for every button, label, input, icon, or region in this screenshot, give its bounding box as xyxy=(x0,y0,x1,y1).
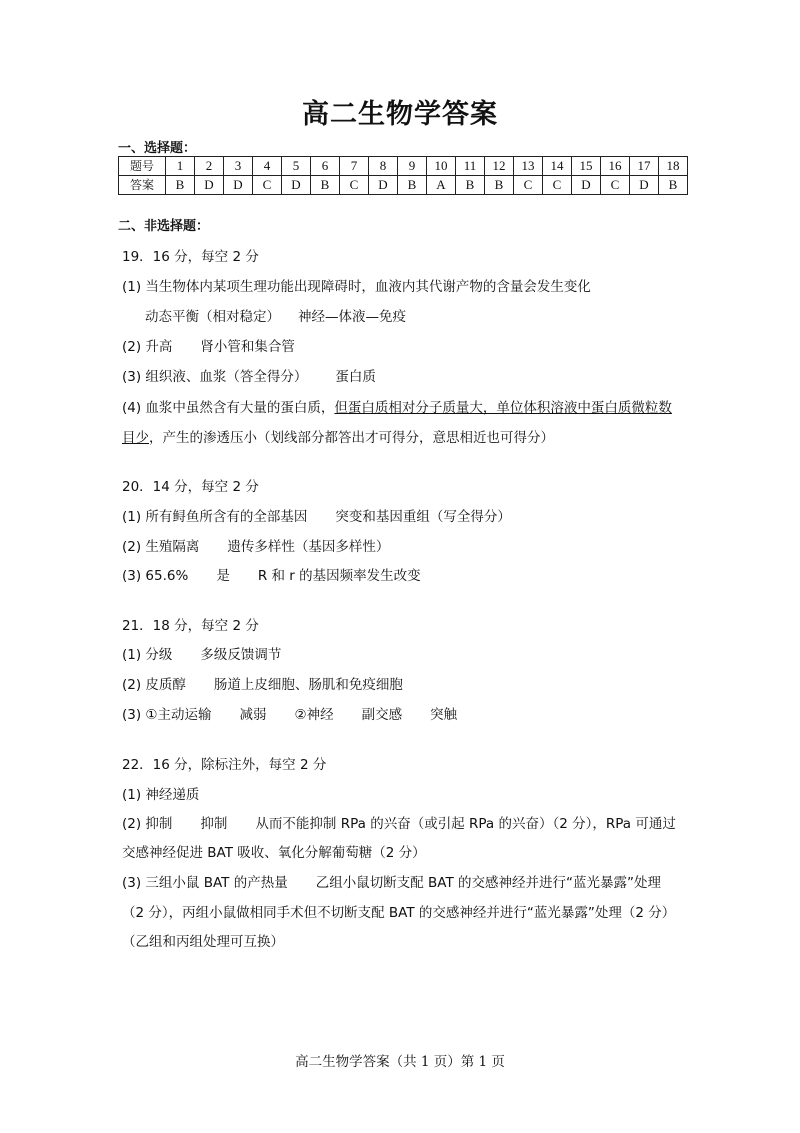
row-header-question: 题号 xyxy=(119,157,166,176)
q21-answer-3d: 副交感 xyxy=(361,707,403,723)
q19-answer-6a-underlined: 目少 xyxy=(122,430,149,446)
q21-answer-2b: 肠道上皮细胞、肠肌和免疫细胞 xyxy=(213,677,403,693)
q19-line-1: (1) 当生物体内某项生理功能出现障碍时，血液内其代谢产物的含量会发生变化 xyxy=(122,279,591,295)
question-number-cell: 18 xyxy=(659,157,688,176)
q21-line-3 xyxy=(122,703,457,723)
answer-cell: D xyxy=(195,176,224,195)
q19-answer-2a: 动态平衡（相对稳定） xyxy=(145,309,280,325)
q19-answer-2b: 神经—体液—免疫 xyxy=(298,309,406,325)
question-number-cell: 13 xyxy=(514,157,543,176)
q21-header: 21．18 分，每空 2 分 xyxy=(122,618,259,634)
q19-answer-6b: ，产生的渗透压小（划线部分都答出才可得分，意思相近也可得分） xyxy=(149,430,554,446)
q20-line-1 xyxy=(122,505,511,525)
question-number-cell: 5 xyxy=(282,157,311,176)
q21-answer-3b: 减弱 xyxy=(239,707,267,723)
q21-answer-3c: ②神经 xyxy=(294,707,334,723)
question-number-cell: 12 xyxy=(485,157,514,176)
answer-cell: C xyxy=(601,176,630,195)
q20-header: 20．14 分，每空 2 分 xyxy=(122,479,259,495)
question-number-cell: 9 xyxy=(398,157,427,176)
question-number-cell: 10 xyxy=(427,157,456,176)
q19-line-3 xyxy=(122,335,295,355)
q22-answer-2c: 从而不能抑制 RPa 的兴奋（或引起 RPa 的兴奋）（2 分），RPa 可通过 xyxy=(255,816,676,832)
answer-cell: D xyxy=(630,176,659,195)
answer-cell: C xyxy=(340,176,369,195)
question-number-cell: 6 xyxy=(311,157,340,176)
question-number-cell: 14 xyxy=(543,157,572,176)
question-number-cell: 17 xyxy=(630,157,659,176)
question-number-row xyxy=(119,157,688,176)
q22-answer-2a: (2) 抑制 xyxy=(122,816,173,832)
q21-line-1 xyxy=(122,643,281,663)
answer-cell: C xyxy=(514,176,543,195)
q20-answer-3c: R 和 r 的基因频率发生改变 xyxy=(257,568,421,584)
question-number-cell: 2 xyxy=(195,157,224,176)
q22-line-1: (1) 神经递质 xyxy=(122,787,200,803)
answer-cell: B xyxy=(485,176,514,195)
answer-row xyxy=(119,176,688,195)
answer-cell: B xyxy=(456,176,485,195)
answer-cell: D xyxy=(369,176,398,195)
q19-line-4 xyxy=(122,365,376,385)
answer-cell: B xyxy=(398,176,427,195)
q19-header: 19．16 分，每空 2 分 xyxy=(122,249,259,265)
q21-answer-3e: 突触 xyxy=(430,707,458,723)
answer-cell: D xyxy=(572,176,601,195)
q19-answer-3b: 肾小管和集合管 xyxy=(200,339,295,355)
q21-answer-3a: (3) ①主动运输 xyxy=(122,707,212,723)
question-number-cell: 7 xyxy=(340,157,369,176)
section-heading-nonchoice: 二、非选择题： xyxy=(118,219,210,234)
answer-cell: C xyxy=(253,176,282,195)
q20-answer-1a: (1) 所有鲟鱼所含有的全部基因 xyxy=(122,509,308,525)
answer-table xyxy=(118,156,688,195)
q21-line-2 xyxy=(122,673,403,693)
q20-line-2 xyxy=(122,535,389,555)
q20-answer-3b: 是 xyxy=(216,568,230,584)
page-title: 高二生物学答案 xyxy=(302,99,498,130)
answer-cell: B xyxy=(311,176,340,195)
q22-answer-2b: 抑制 xyxy=(200,816,228,832)
row-header-answer: 答案 xyxy=(119,176,166,195)
q22-line-3: 交感神经促进 BAT 吸收、氧化分解葡萄糖（2 分） xyxy=(122,845,426,861)
q22-header: 22．16 分，除标注外，每空 2 分 xyxy=(122,757,327,773)
q20-answer-2a: (2) 生殖隔离 xyxy=(122,539,200,555)
answer-cell: D xyxy=(282,176,311,195)
q22-line-4 xyxy=(122,871,661,891)
q19-answer-4b: 蛋白质 xyxy=(335,369,376,385)
q22-line-2 xyxy=(122,812,676,832)
answer-cell: B xyxy=(166,176,195,195)
q22-line-5: （2 分），丙组小鼠做相同手术但不切断支配 BAT 的交感神经并进行“蓝光暴露”处理（2 分） xyxy=(122,905,676,921)
question-number-cell: 3 xyxy=(224,157,253,176)
answer-cell: C xyxy=(543,176,572,195)
q19-line-2 xyxy=(145,305,406,325)
q19-line-5 xyxy=(122,396,672,416)
question-number-cell: 4 xyxy=(253,157,282,176)
question-number-cell: 15 xyxy=(572,157,601,176)
q21-answer-1b: 多级反馈调节 xyxy=(200,647,282,663)
q19-answer-3a: (2) 升高 xyxy=(122,339,173,355)
q20-answer-3a: (3) 65.6% xyxy=(122,568,189,584)
q22-answer-4a: (3) 三组小鼠 BAT 的产热量 xyxy=(122,875,288,891)
q19-answer-5a: (4) 血浆中虽然含有大量的蛋白质， xyxy=(122,400,335,416)
q21-answer-1a: (1) 分级 xyxy=(122,647,173,663)
q22-answer-4b: 乙组小鼠切断支配 BAT 的交感神经并进行“蓝光暴露”处理 xyxy=(315,875,661,891)
answer-cell: B xyxy=(659,176,688,195)
question-number-cell: 16 xyxy=(601,157,630,176)
q22-line-6: （乙组和丙组处理可互换） xyxy=(122,934,284,950)
page-footer: 高二生物学答案（共 1 页）第 1 页 xyxy=(295,1054,505,1070)
q20-answer-1b: 突变和基因重组（写全得分） xyxy=(335,509,511,525)
q19-answer-4a: (3) 组织液、血浆（答全得分） xyxy=(122,369,308,385)
question-number-cell: 1 xyxy=(166,157,195,176)
answer-cell: D xyxy=(224,176,253,195)
q20-line-3 xyxy=(122,564,421,584)
q19-answer-5b-underlined: 但蛋白质相对分子质量大，单位体积溶液中蛋白质微粒数 xyxy=(334,400,672,416)
section-heading-choice: 一、选择题： xyxy=(118,141,197,156)
question-number-cell: 8 xyxy=(369,157,398,176)
q21-answer-2a: (2) 皮质醇 xyxy=(122,677,186,693)
question-number-cell: 11 xyxy=(456,157,485,176)
q20-answer-2b: 遗传多样性（基因多样性） xyxy=(227,539,390,555)
answer-cell: A xyxy=(427,176,456,195)
q19-line-6 xyxy=(122,426,554,446)
